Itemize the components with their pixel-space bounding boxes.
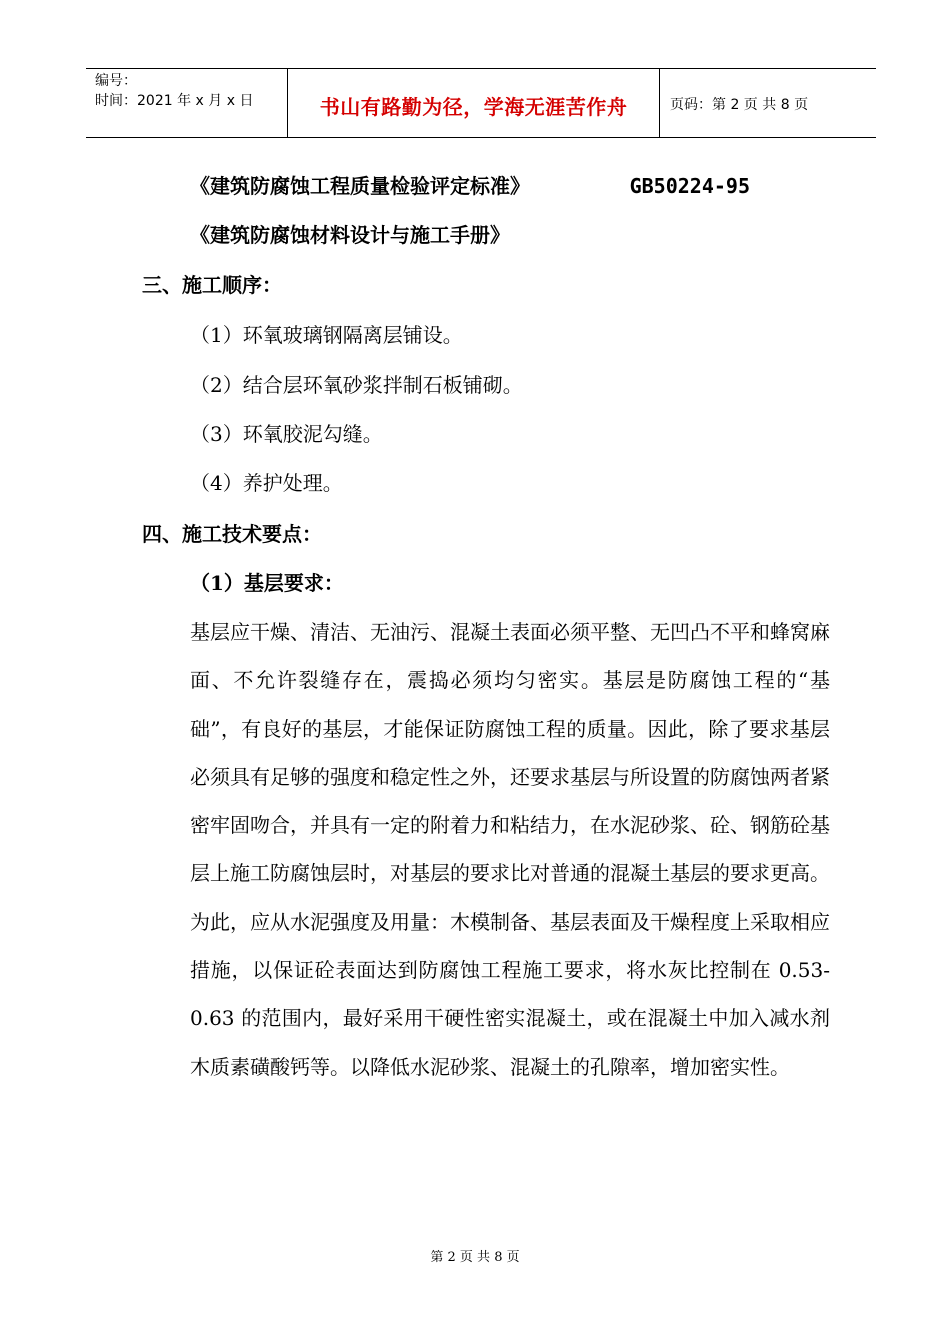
section3-heading: 三、施工顺序：: [142, 273, 282, 297]
standard-reference: [190, 173, 750, 199]
header-motto: 书山有路勤为径，学海无涯苦作舟: [288, 69, 660, 137]
doc-number-label: 编号：: [95, 73, 137, 89]
section4-heading: 四、施工技术要点：: [142, 522, 322, 546]
header-page-info: 页码：第 2 页 共 8 页: [670, 97, 809, 113]
standard-title: 《建筑防腐蚀工程质量检验评定标准》: [190, 174, 530, 198]
page-footer: 第 2 页 共 8 页: [430, 1250, 520, 1265]
step-item: （1）环氧玻璃钢隔离层铺设。: [190, 323, 463, 347]
subsection-heading: （1）基层要求：: [190, 571, 344, 595]
step-item: （3）环氧胶泥勾缝。: [190, 422, 383, 446]
manual-reference: 《建筑防腐蚀材料设计与施工手册》: [190, 223, 510, 247]
step-item: （2）结合层环氧砂浆拌制石板铺砌。: [190, 373, 523, 397]
doc-time-label: 时间：2021 年 x 月 x 日: [95, 93, 254, 109]
header-meta-cell: [86, 69, 288, 137]
base-requirements-paragraph: 基层应干燥、清洁、无油污、混凝土表面必须平整、无凹凸不平和蜂窝麻面、不允许裂缝存在，震捣必须均匀密实。基层是防腐蚀工程的“基础”，有良好的基层，才能保证防腐蚀工程的质量。因此，除了要求基层必须具有足够的强度和稳定性之外，还要求基层与所设置的防腐蚀两者紧密牢固吻合，并具有一定的附着力和粘结力，在水泥砂浆、砼、钢筋砼基层上施工防腐蚀层时，对基层的要求比对普通的混凝土基层的要求更高。为此，应从水泥强度及用量：木模制备、基层表面及干燥程度上采取相应措施，以保证砼表面达到防腐蚀工程施工要求，将水灰比控制在 0.53-0.63 的范围内，最好采用干硬性密实混凝土，或在混凝土中加入减水剂木质素磺酸钙等。以降低水泥砂浆、混凝土的孔隙率，增加密实性。: [190, 620, 830, 1079]
step-item: （4）养护处理。: [190, 471, 343, 495]
standard-code: GB50224-95: [629, 174, 750, 198]
page-header: [86, 68, 876, 138]
